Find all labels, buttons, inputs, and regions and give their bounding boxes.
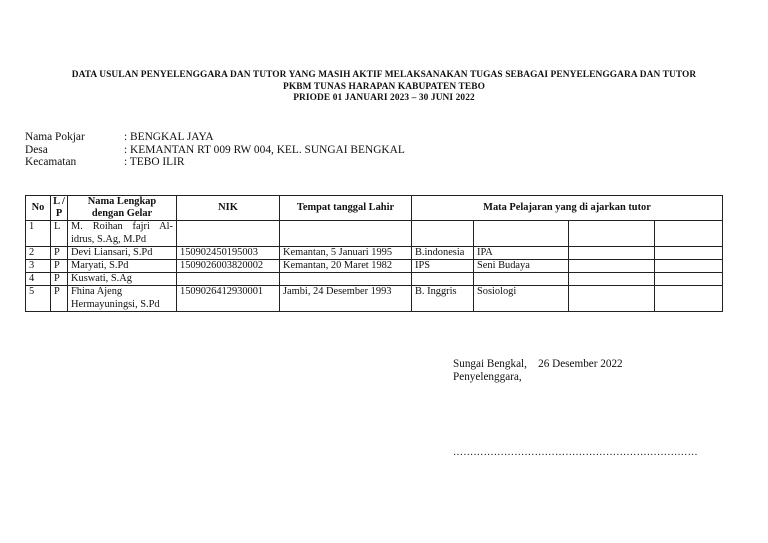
header-institution: PKBM TUNAS HARAPAN KABUPATEN TEBO bbox=[283, 81, 485, 92]
header-nama: Nama Lengkap dengan Gelar bbox=[68, 196, 177, 221]
cell-lp: P bbox=[51, 260, 68, 273]
cell-nama: Maryati, S.Pd bbox=[68, 260, 177, 273]
cell-lp: P bbox=[51, 286, 68, 311]
info-value: : TEBO ILIR bbox=[124, 156, 185, 169]
cell-mapel-2: Sosiologi bbox=[474, 286, 569, 311]
info-row-desa bbox=[25, 144, 405, 157]
header-period: PRIODE 01 JANUARI 2023 – 30 JUNI 2022 bbox=[293, 93, 475, 103]
cell-mapel-1: B.indonesia bbox=[412, 246, 474, 259]
header-mapel: Mata Pelajaran yang di ajarkan tutor bbox=[412, 196, 723, 221]
cell-nik: 1509026003820002 bbox=[177, 260, 280, 273]
tutor-table bbox=[25, 195, 723, 312]
cell-lp: L bbox=[51, 221, 68, 246]
cell-nik: 1509026412930001 bbox=[177, 286, 280, 311]
info-label: Desa bbox=[25, 143, 48, 156]
signature-role: Penyelenggara, bbox=[453, 371, 522, 383]
cell-mapel-3 bbox=[569, 273, 655, 286]
cell-lp: P bbox=[51, 273, 68, 286]
header-title: DATA USULAN PENYELENGGARA DAN TUTOR YANG MASIH AKTIF MELAKSANAKAN TUGAS SEBAGAI PENYELENGGARA DAN TUTOR bbox=[71, 70, 697, 80]
cell-mapel-4 bbox=[655, 260, 723, 273]
cell-mapel-3 bbox=[569, 246, 655, 259]
cell-mapel-1: B. Inggris bbox=[412, 286, 474, 311]
header-lp: L / P bbox=[51, 196, 68, 221]
cell-mapel-2: Seni Budaya bbox=[474, 260, 569, 273]
info-value: : BENGKAL JAYA bbox=[124, 131, 214, 143]
cell-mapel-2 bbox=[474, 273, 569, 286]
cell-lp: P bbox=[51, 246, 68, 259]
cell-no: 2 bbox=[26, 246, 51, 259]
cell-mapel-3 bbox=[569, 286, 655, 311]
cell-no: 5 bbox=[26, 286, 51, 311]
table-row bbox=[26, 273, 723, 286]
cell-nik bbox=[177, 221, 280, 246]
cell-nik bbox=[177, 273, 280, 286]
cell-nama: Devi Liansari, S.Pd bbox=[68, 246, 177, 259]
header-ttl: Tempat tanggal Lahir bbox=[280, 196, 412, 221]
document-header bbox=[0, 70, 768, 105]
signature-place-date: Sungai Bengkal, 26 Desember 2022 bbox=[453, 358, 623, 370]
cell-mapel-4 bbox=[655, 221, 723, 246]
cell-ttl: Kemantan, 20 Maret 1982 bbox=[280, 260, 412, 273]
cell-mapel-3 bbox=[569, 221, 655, 246]
cell-mapel-1: IPS bbox=[412, 260, 474, 273]
table-header-row bbox=[26, 196, 723, 221]
cell-no: 1 bbox=[26, 221, 51, 246]
table-row bbox=[26, 286, 723, 311]
cell-ttl: Jambi, 24 Desember 1993 bbox=[280, 286, 412, 311]
cell-mapel-4 bbox=[655, 246, 723, 259]
cell-no: 3 bbox=[26, 260, 51, 273]
cell-ttl bbox=[280, 221, 412, 246]
header-no: No bbox=[26, 196, 51, 221]
info-label: Nama Pokjar bbox=[25, 131, 85, 143]
cell-mapel-1 bbox=[412, 273, 474, 286]
cell-mapel-4 bbox=[655, 286, 723, 311]
cell-mapel-1 bbox=[412, 221, 474, 246]
signature-line: ……………………………………………………………… bbox=[453, 447, 698, 458]
cell-mapel-4 bbox=[655, 273, 723, 286]
cell-ttl: Kemantan, 5 Januari 1995 bbox=[280, 246, 412, 259]
info-row-pokjar bbox=[25, 131, 405, 144]
cell-nik: 150902450195003 bbox=[177, 246, 280, 259]
info-block bbox=[25, 131, 405, 169]
signature-block bbox=[453, 358, 623, 384]
info-label: Kecamatan bbox=[25, 156, 77, 169]
header-nik: NIK bbox=[177, 196, 280, 221]
table-row bbox=[26, 221, 723, 246]
cell-no: 4 bbox=[26, 273, 51, 286]
cell-ttl bbox=[280, 273, 412, 286]
table-row bbox=[26, 246, 723, 259]
cell-nama: M. Roihan fajri Al-idrus, S.Ag, M.Pd bbox=[68, 221, 177, 246]
cell-mapel-3 bbox=[569, 260, 655, 273]
cell-mapel-2: IPA bbox=[474, 246, 569, 259]
table-row bbox=[26, 260, 723, 273]
cell-nama: Fhina Ajeng Hermayuningsi, S.Pd bbox=[68, 286, 177, 311]
info-row-kecamatan bbox=[25, 156, 405, 169]
cell-nama: Kuswati, S.Ag bbox=[68, 273, 177, 286]
info-value: : KEMANTAN RT 009 RW 004, KEL. SUNGAI BENGKAL bbox=[124, 143, 405, 156]
cell-mapel-2 bbox=[474, 221, 569, 246]
